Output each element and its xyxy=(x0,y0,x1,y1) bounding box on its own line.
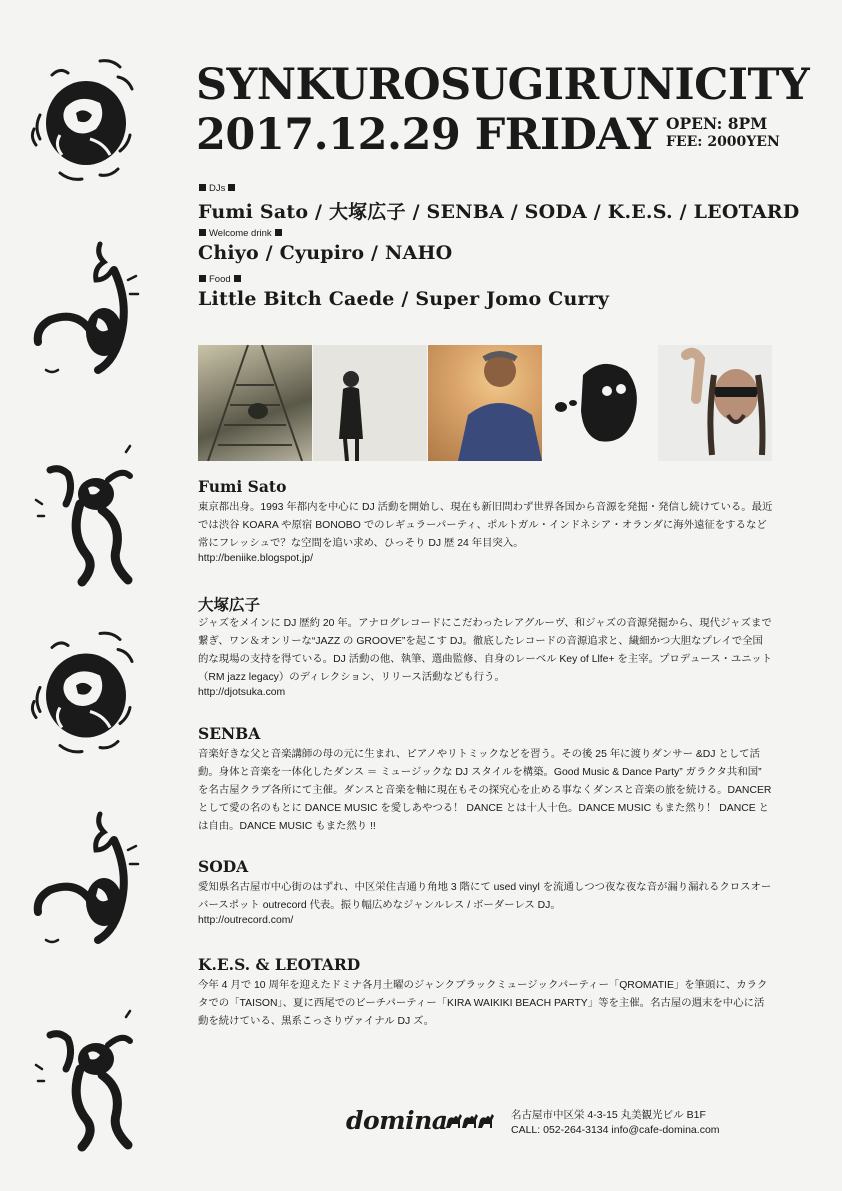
bio-link-soda[interactable]: http://outrecord.com/ xyxy=(198,915,294,926)
frog-dancing-illustration xyxy=(30,1005,140,1155)
lineup-names-djs: Fumi Sato / 大塚広子 / SENBA / SODA / K.E.S. / LEOTARD xyxy=(198,201,800,223)
lineup-category-djs xyxy=(199,183,235,194)
bio-name-otsuka: 大塚広子 xyxy=(198,595,261,614)
bio-text-kes-leotard: 今年 4 月で 10 周年を迎えたドミナ各月土曜のジャンクブラックミュージックパーティー「QROMATIE」を筆頭に、カラクタでの「TAISON」、夏に西尾でのビーチパーティー「KIRA WAIKIKI BEACH PARTY」等を主催。名古屋の週末を中心に活動を続けている、黒系こっさりヴァイナル DJ ズ。 xyxy=(198,980,768,1027)
camel-icon xyxy=(444,1106,496,1132)
frog-curled-illustration xyxy=(30,55,140,185)
photo-man-blue-shirt xyxy=(428,345,542,461)
bio-text-fumi-sato: 東京都出身。1993 年都内を中心に DJ 活動を開始し、現在も新旧問わず世界各国から音源を発掘・発信し続けている。最近では渋谷 KOARA や原宿 BONOBO でのレギュラーパーティ、ポルトガル・インドネシア・オランダに海外遠征をするなど常にフレッシュで？な空間を追い求め、ひっそり DJ 歴 24 年目突入。 xyxy=(198,502,773,549)
photo-woman xyxy=(313,345,427,461)
frog-dancing-illustration xyxy=(30,440,140,590)
category-label: Food xyxy=(209,274,231,285)
bio-name-fumi-sato: Fumi Sato xyxy=(198,477,287,496)
photo-man-sunglasses xyxy=(658,345,772,461)
bio-text-soda: 愛知県名古屋市中心街のはずれ、中区栄住吉通り角地 3 階にて used vinyl を流通しつつ夜な夜な音が漏り漏れるクロスオーバースポット outrecord 代表。振り幅広めなジャンルレス / ボーダーレス DJ。 xyxy=(198,882,772,911)
lineup-category-drink xyxy=(199,228,282,239)
lineup-category-food xyxy=(199,274,241,285)
bio-name-soda: SODA xyxy=(198,857,249,876)
event-date: 2017.12.29 FRIDAY xyxy=(196,110,658,160)
bio-link-fumi-sato[interactable]: http://beniike.blogspot.jp/ xyxy=(198,553,313,564)
bio-text-senba: 音楽好きな父と音楽講師の母の元に生まれ、ピアノやリトミックなどを習う。その後 25 年に渡りダンサー &DJ として活動。身体と音楽を一体化したダンス ＝ ミュージックな DJ スタイルを構築。Good Music & Dance Party” ガラクタ共和国” を名古屋クラブ各所にて主催。ダンスと音楽を軸に現在もその探究心を止める事なくダンスと音楽の旅を続ける。DANCER として愛の名のもとに DANCE MUSIC を愛しあやつる！ DANCE とは十人十色。DANCE MUSIC もまた然り！ DANCE とは自由。DANCE MUSIC もまた然り !! xyxy=(198,749,772,832)
bio-link-otsuka[interactable]: http://djotsuka.com xyxy=(198,687,286,698)
entry-fee: FEE: 2000YEN xyxy=(666,134,780,150)
event-title: SYNKUROSUGIRUNICITY xyxy=(196,60,810,110)
frog-arm-raised-illustration xyxy=(30,240,140,380)
category-label: Welcome drink xyxy=(209,228,272,239)
frog-arm-raised-illustration xyxy=(30,810,140,950)
lineup-names-drink: Chiyo / Cyupiro / NAHO xyxy=(198,242,453,264)
venue-contact: CALL: 052-264-3134 info@cafe-domina.com xyxy=(511,1124,720,1136)
lineup-names-food: Little Bitch Caede / Super Jomo Curry xyxy=(198,288,610,310)
domina-logo: domina xyxy=(346,1106,448,1135)
venue-address: 名古屋市中区栄 4-3-15 丸美観光ビル B1F xyxy=(511,1109,706,1121)
open-time: OPEN: 8PM xyxy=(666,114,768,133)
category-label: DJs xyxy=(209,183,226,194)
bio-name-senba: SENBA xyxy=(198,724,261,743)
bio-name-kes-leotard: K.E.S. & LEOTARD xyxy=(198,955,361,974)
photo-escalator xyxy=(198,345,312,461)
dj-photo-strip xyxy=(198,345,772,461)
bio-text-otsuka: ジャズをメインに DJ 歴約 20 年。アナログレコードにこだわったレアグルーヴ、和ジャズの音源発掘から、現代ジャズまで繋ぎ、ワン＆オンリーな“JAZZ の GROOVE”を起こす DJ。徹底したレコードの音源追求と、繊細かつ大胆なプレイで全国的な現場の支持を得ている。DJ 活動の他、執筆、選曲監修、自身のレーベル Key of Llfe+ を主宰。プロデュース・ユニット（RM jazz legacy）のディレクション、リリース活動なども行う。 xyxy=(198,618,773,683)
frog-curled-illustration xyxy=(30,625,140,760)
photo-gorilla-illustration xyxy=(543,345,657,461)
